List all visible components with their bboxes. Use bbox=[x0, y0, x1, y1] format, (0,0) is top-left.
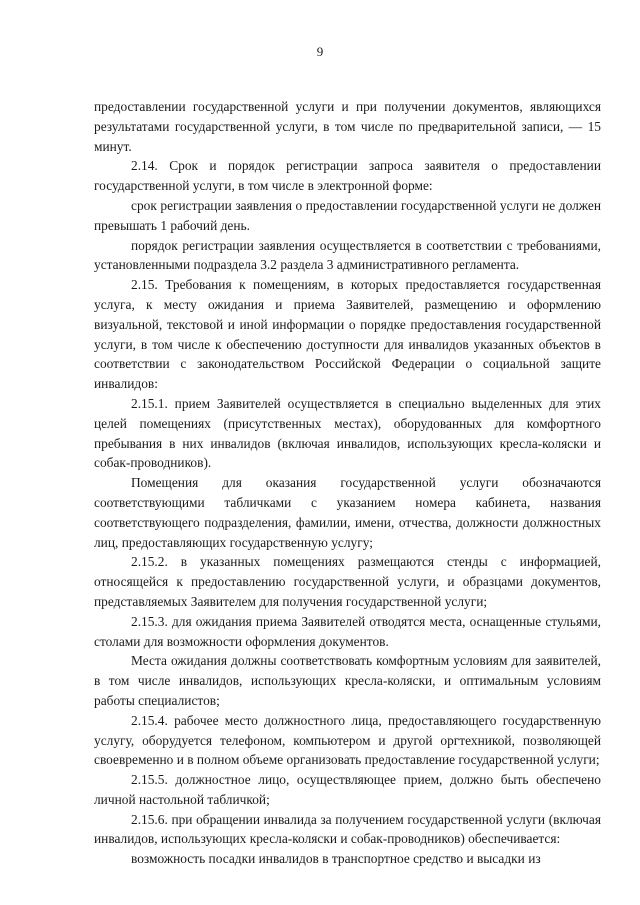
paragraph-boarding-assistance: возможность посадки инвалидов в транспортное средство и высадки из bbox=[131, 851, 541, 867]
paragraph-2-15-3: 2.15.3. для ожидания приема Заявителей отводятся места, оснащенные стульями, столами для возможности оформления документов. bbox=[94, 613, 601, 649]
paragraph-premises-signage: Помещения для оказания государственной услуги обозначаются соответствующими табличками с указанием номера кабинета, названия соответствующего подразделения, фамилии, имени, отчества, должности должностных лиц, предоставляющих государственную услугу; bbox=[94, 475, 601, 550]
paragraph-2-14: 2.14. Срок и порядок регистрации запроса заявителя о предоставлении государственной услуги, в том числе в электронной форме: bbox=[94, 158, 601, 194]
paragraph-2-15-1: 2.15.1. прием Заявителей осуществляется в специально выделенных для этих целей помещениях (присутственных местах), оборудованных для комфортного пребывания в них инвалидов (включая инвалидов, использующих кресла-коляски и собак-проводников). bbox=[94, 395, 601, 471]
document-body bbox=[94, 97, 601, 869]
page-number: 9 bbox=[316, 44, 324, 59]
paragraph-intro-continuation: предоставлении государственной услуги и при получении документов, являющихся результатами государственной услуги, в том числе по предварительной записи, — 15 минут. bbox=[94, 99, 601, 154]
paragraph-waiting-areas: Места ожидания должны соответствовать комфортным условиям для заявителей, в том числе инвалидов, использующих кресла-коляски, и оптимальным условиям работы специалистов; bbox=[94, 653, 601, 708]
paragraph-2-15: 2.15. Требования к помещениям, в которых предоставляется государственная услуга, к месту ожидания и приема Заявителей, размещению и оформлению визуальной, текстовой и иной информации о порядке предоставления государственной услуги, в том числе к обеспечению доступности для инвалидов указанных объектов в соответствии с законодательством Российской Федерации о социальной защите инвалидов: bbox=[94, 277, 601, 392]
paragraph-2-15-5: 2.15.5. должностное лицо, осуществляющее прием, должно быть обеспечено личной настольной табличкой; bbox=[94, 772, 601, 807]
paragraph-2-15-6: 2.15.6. при обращении инвалида за получением государственной услуги (включая инвалидов, использующих кресла-коляски и собак-проводников) обеспечивается: bbox=[94, 811, 601, 847]
paragraph-registration-procedure: порядок регистрации заявления осуществляется в соответствии с требованиями, установленными подраздела 3.2 раздела 3 административного регламента. bbox=[94, 237, 601, 273]
paragraph-2-15-4: 2.15.4. рабочее место должностного лица, предоставляющего государственную услугу, оборудуется телефоном, компьютером и другой оргтехникой, позволяющей своевременно и в полном объеме организовать предоставление государственной услуги; bbox=[94, 712, 601, 768]
paragraph-2-15-2: 2.15.2. в указанных помещениях размещаются стенды с информацией, относящейся к предоставлению государственной услуги, и образцами документов, представляемых Заявителем для получения государственной услуги; bbox=[94, 554, 601, 609]
paragraph-registration-term: срок регистрации заявления о предоставлении государственной услуги не должен превышать 1 рабочий день. bbox=[94, 197, 601, 233]
